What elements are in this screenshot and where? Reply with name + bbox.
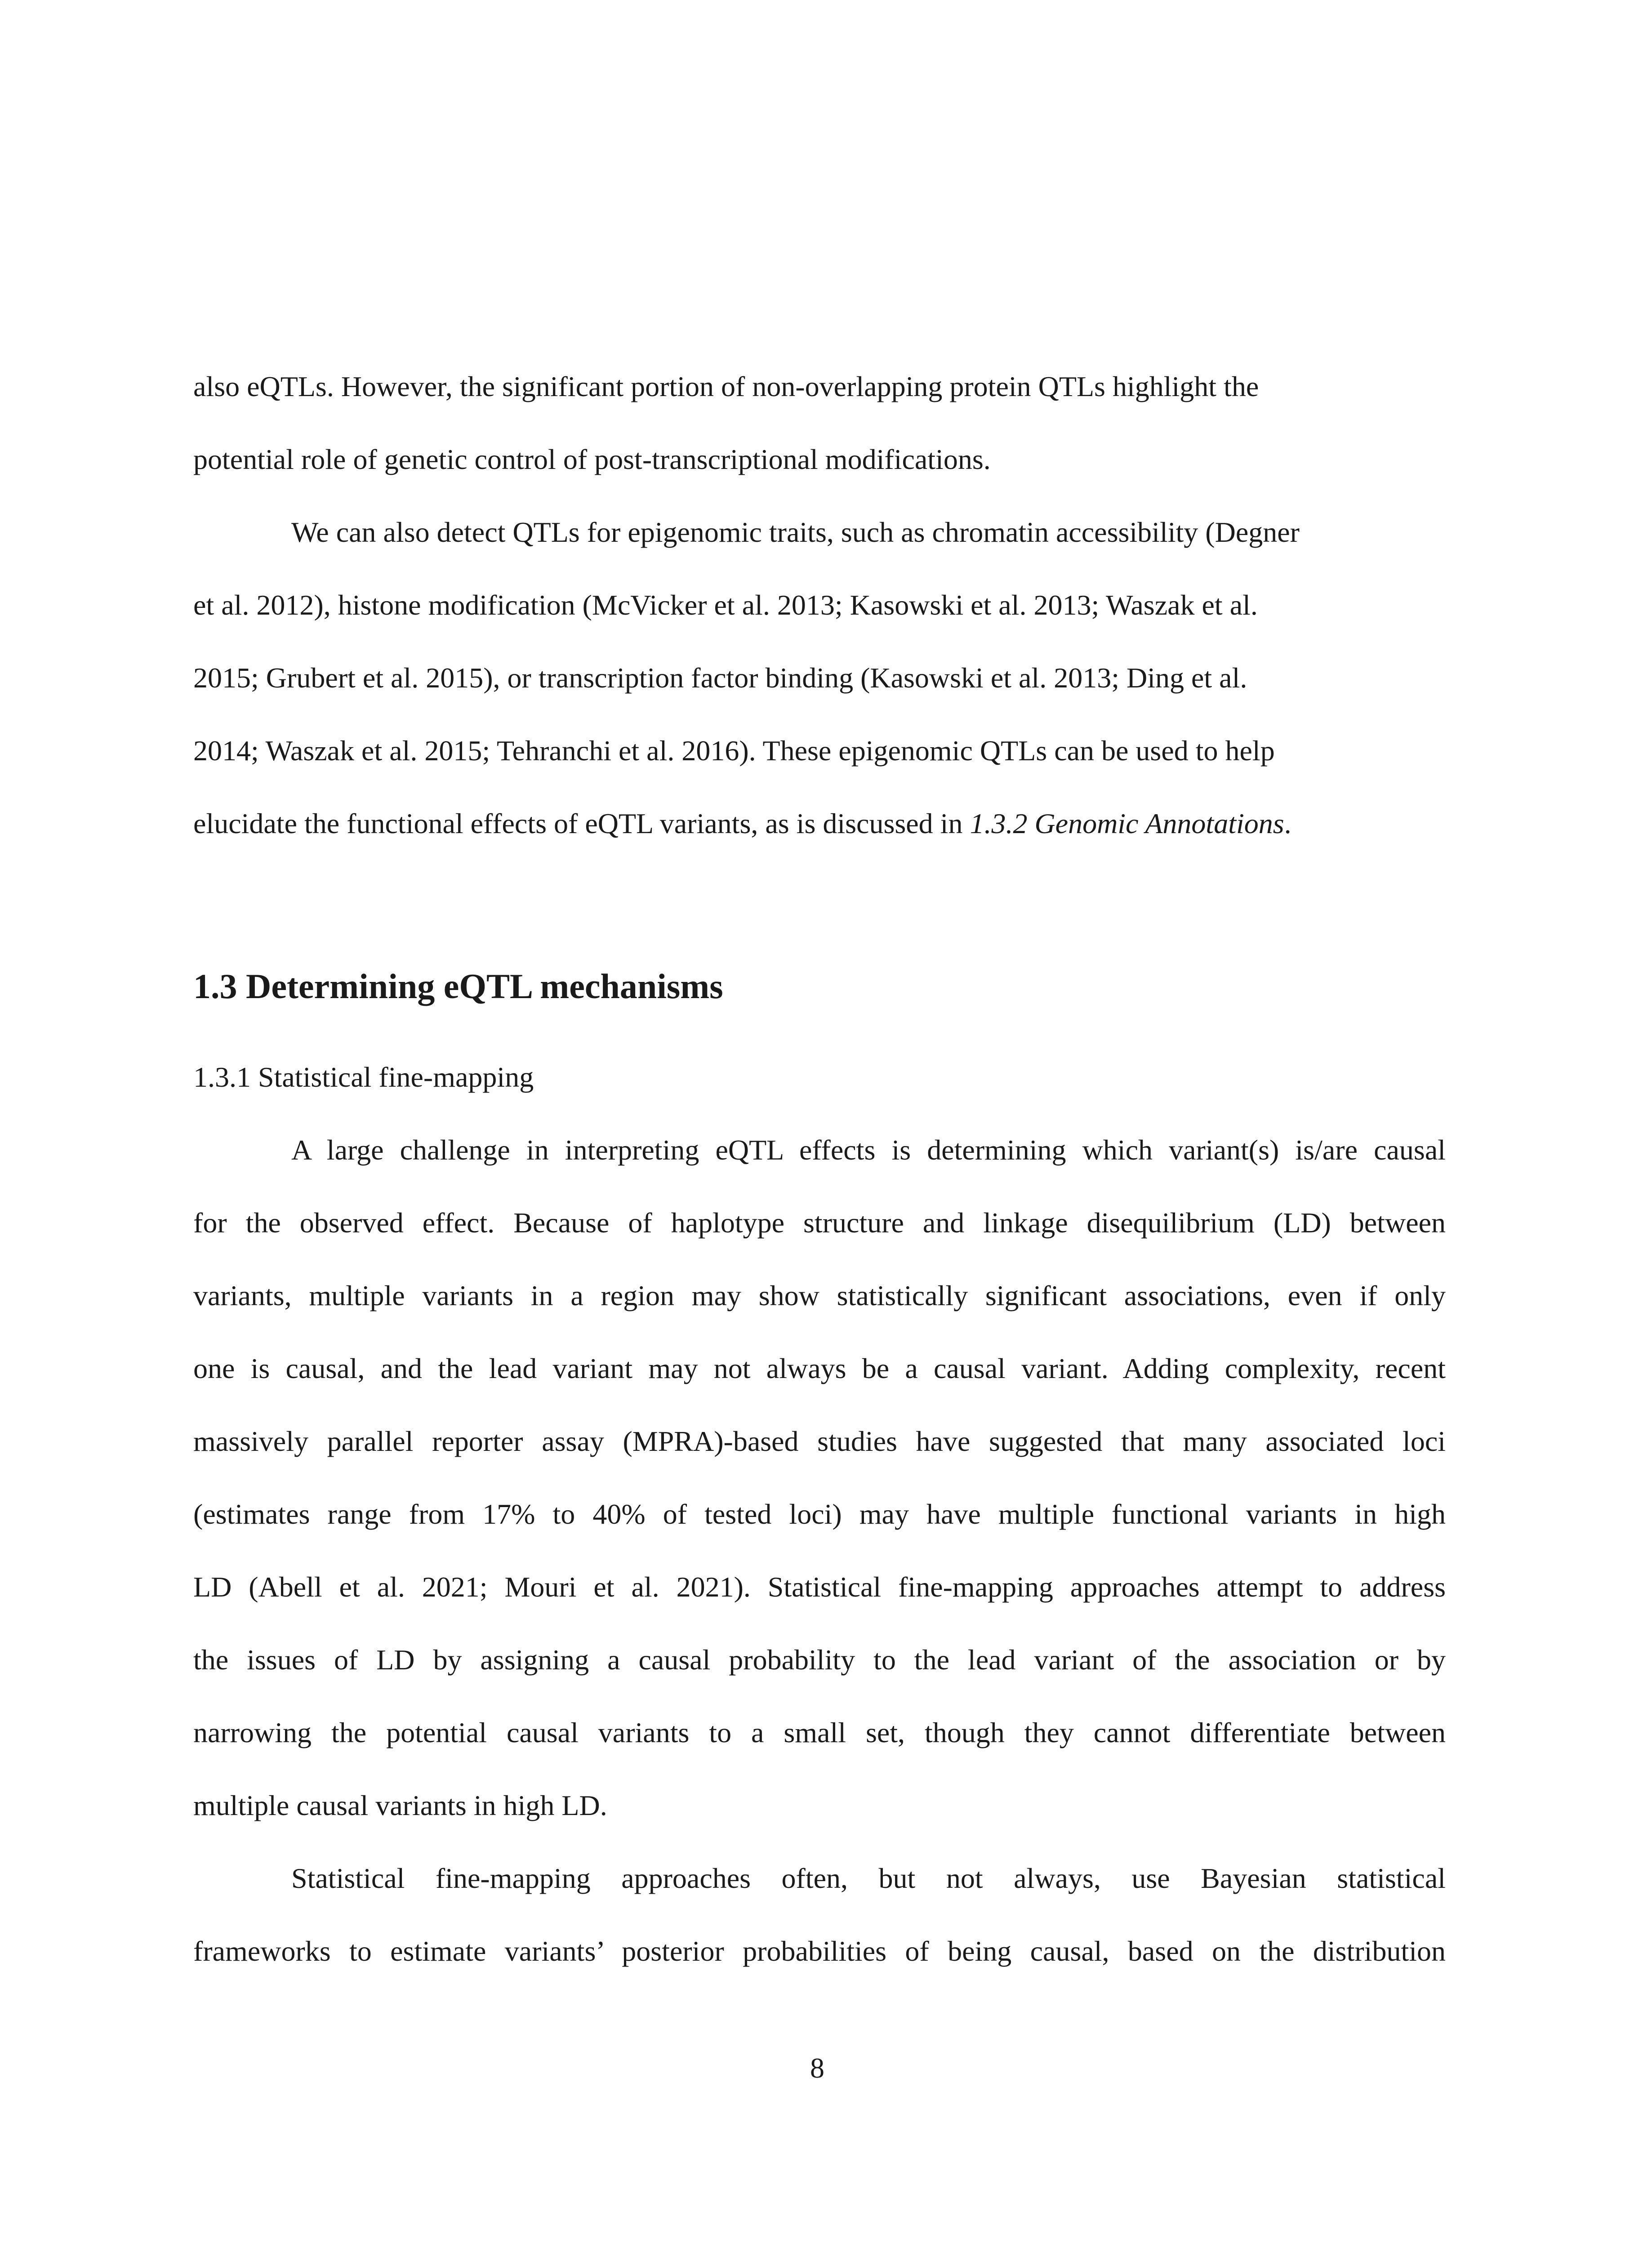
paragraph-2-line-5 <box>193 806 1291 842</box>
paragraph-2-line-5-suffix: . <box>1284 807 1291 839</box>
paragraph-1-line-1: also eQTLs. However, the significant portion of non-overlapping protein QTLs highlight the <box>193 370 1259 402</box>
paragraph-3-line-1: A large challenge in interpreting eQTL effects is determining which variant(s) is/are causal <box>291 1134 1446 1166</box>
cross-reference-link: 1.3.2 Genomic Annotations <box>970 807 1284 839</box>
paragraph-3-line-4: one is causal, and the lead variant may not always be a causal variant. Adding complexity, recent <box>193 1352 1446 1384</box>
paragraph-2-line-2: et al. 2012), histone modification (McVicker et al. 2013; Kasowski et al. 2013; Waszak et al. <box>193 589 1258 621</box>
paragraph-3-line-5: massively parallel reporter assay (MPRA)-based studies have suggested that many associated loci <box>193 1425 1446 1457</box>
paragraph-2-line-3: 2015; Grubert et al. 2015), or transcription factor binding (Kasowski et al. 2013; Ding et al. <box>193 662 1247 694</box>
paragraph-3-line-7: LD (Abell et al. 2021; Mouri et al. 2021). Statistical fine-mapping approaches attempt to address <box>193 1571 1446 1603</box>
paragraph-4-line-2: frameworks to estimate variants’ posterior probabilities of being causal, based on the distribution <box>193 1935 1446 1967</box>
paragraph-2-line-5-prefix: elucidate the functional effects of eQTL variants, as is discussed in <box>193 807 970 839</box>
paragraph-1-line-2: potential role of genetic control of post-transcriptional modifications. <box>193 443 991 475</box>
paragraph-3-line-10: multiple causal variants in high LD. <box>193 1789 607 1821</box>
section-heading: 1.3 Determining eQTL mechanisms <box>193 967 723 1006</box>
paragraph-4-line-1: Statistical fine-mapping approaches often, but not always, use Bayesian statistical <box>291 1862 1446 1894</box>
paragraph-3-line-2: for the observed effect. Because of haplotype structure and linkage disequilibrium (LD) between <box>193 1207 1446 1239</box>
page-number: 8 <box>810 2052 824 2084</box>
paragraph-3-line-8: the issues of LD by assigning a causal probability to the lead variant of the association or by <box>193 1644 1446 1676</box>
paragraph-2-line-4: 2014; Waszak et al. 2015; Tehranchi et al. 2016). These epigenomic QTLs can be used to help <box>193 735 1275 767</box>
paragraph-3-line-6: (estimates range from 17% to 40% of tested loci) may have multiple functional variants in high <box>193 1498 1446 1530</box>
paragraph-2-line-1: We can also detect QTLs for epigenomic traits, such as chromatin accessibility (Degner <box>291 516 1300 548</box>
paragraph-3-line-3: variants, multiple variants in a region may show statistically significant associations, even if only <box>193 1280 1446 1311</box>
paragraph-3-line-9: narrowing the potential causal variants to a small set, though they cannot differentiate between <box>193 1717 1446 1748</box>
subsection-heading: 1.3.1 Statistical fine-mapping <box>193 1061 534 1093</box>
